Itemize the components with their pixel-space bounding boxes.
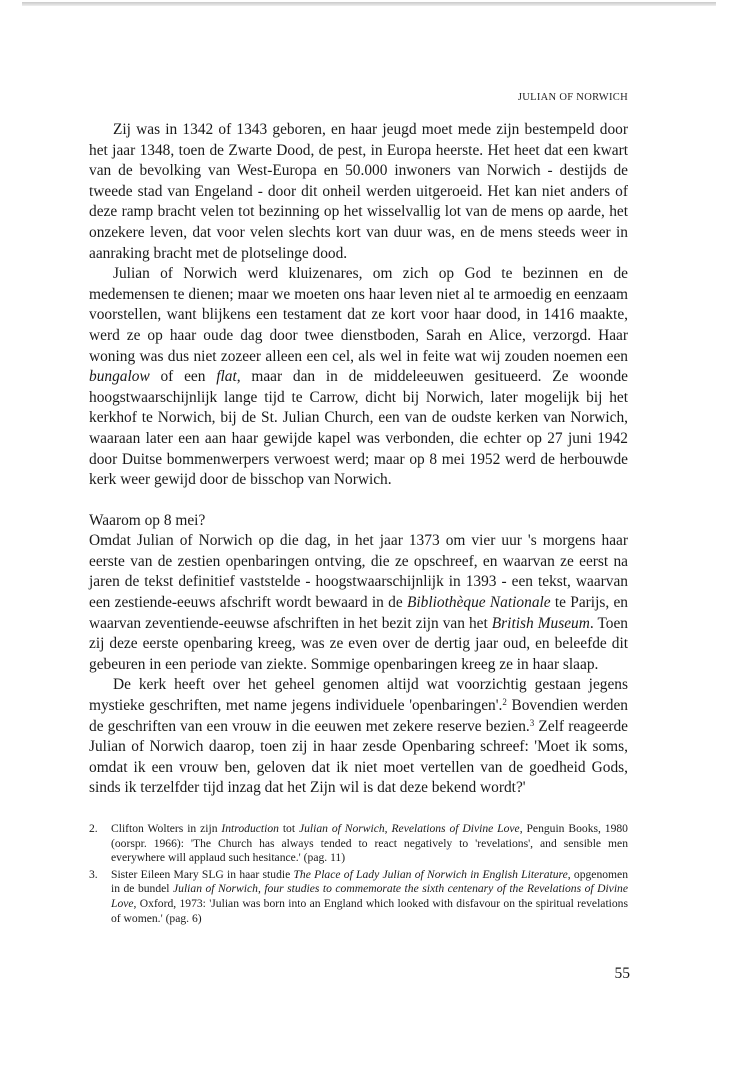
footnote-3: [89, 868, 628, 926]
footnote-number: 3.: [89, 867, 98, 881]
paragraph-first-revelation: [89, 531, 628, 675]
page-number: 55: [614, 965, 630, 982]
paragraph-anchoress: [89, 264, 628, 491]
footnotes: [89, 822, 628, 928]
italic-term: bungalow: [89, 368, 150, 386]
text-run: Sister Eileen Mary SLG in haar studie: [111, 867, 294, 881]
text-run: De kerk heeft over het geheel genomen altijd wat voorzichtig gestaan jegens mystieke geschriften, met name jegens individuele 'openbaringen'.: [89, 676, 628, 715]
paragraph-church-reserve: [89, 675, 628, 799]
text-run: , maar dan in de middeleeuwen gesitueerd. Ze woonde hoogstwaarschijnlijk lange tijd te Carrow, dicht bij Norwich, later mogelijk bij het kerkhof te Norwich, bij de St. Julian Church, een van de oudste kerken van Norwich, waaraan later een aan haar gewijde kapel was verbonden, die echter op 27 juni 1942 door Duitse bommenwerpers verwoest werd; maar op 8 mei 1952 werd de herbouwde kerk weer gewijd door de bisschop van Norwich.: [89, 368, 628, 489]
footnote-number: 2.: [89, 822, 98, 835]
footnote-2: [89, 822, 628, 866]
text-run: Bovendien werden de geschriften van een vrouw in die eeuwen met zekere reserve bezien.: [89, 697, 629, 735]
text-run: of een: [149, 368, 217, 386]
footnote-ref-2[interactable]: 2: [502, 697, 507, 708]
text-run: Clifton Wolters in zijn: [111, 822, 222, 835]
text-run: tot: [278, 822, 299, 835]
text-run: Zelf reageerde Julian of Norwich daarop, toen zij in haar zesde Openbaring schreef: 'Moet ik soms, omdat ik een vrouw ben, geloven dat ik niet moet vertellen van de goedheid Gods, sinds ik terzelfder tijd inzag dat het Zijn wil is dat deze bekend wordt?': [89, 717, 628, 797]
running-head: JULIAN OF NORWICH: [517, 92, 628, 103]
footnote-ref-3[interactable]: 3: [529, 717, 535, 728]
text-run: Julian of Norwich werd kluizenares, om zich op God te bezinnen en de medemensen te dienen; maar we moeten ons haar leven niet al te armoedig en eenzaam voorstellen, want blijkens een testament dat ze kort voor haar dood, in 1416 maakte, werd ze op haar oude dag door twee dienstboden, Sarah en Alice, verzorgd. Haar woning was dus niet zozeer alleen een cel, als wel in feite wat wij zouden noemen een: [89, 265, 628, 365]
italic-term: flat: [216, 368, 237, 386]
text-run: , Oxford, 1973: 'Julian was born into an England which looked with disfavour on the spiritual revelations of women.' (pag. 6): [111, 896, 628, 925]
italic-title: The Place of Lady Julian of Norwich in English Literature: [293, 867, 568, 881]
italic-title: Introduction: [221, 822, 279, 835]
text-run: Omdat Julian of Norwich op die dag, in het jaar 1373 om vier uur 's morgens haar eerste van de zestien openbaringen ontving, die ze opschreef, en waarvan ze eerst na jaren de tekst definitief vaststelde - hoogstwaarschijnlijk in 1393 - een tekst, waarvan een zestiende-eeuws afschrift wordt bewaard in de: [89, 532, 628, 612]
text-run: . Toen zij deze eerste openbaring kreeg, was ze even over de dertig jaar oud, en beleefde dit gebeuren in een periode van ziekte. Sommige openbaringen kreeg ze in haar slaap.: [89, 614, 628, 673]
italic-title: Julian of Norwich, four studies to commemorate the sixth centenary of the Revelations of Divine Love: [111, 882, 628, 910]
text-run: , Penguin Books, 1980 (oorspr. 1966): 'The Church has always tended to react negatively to 'revelations', and sensible men everywhere will applaud such hesitance.' (pag. 11): [111, 822, 628, 865]
italic-title: Bibliothèque Nationale: [406, 594, 551, 612]
text-run: , opgenomen in de bundel: [111, 867, 628, 896]
scan-top-edge: [22, 2, 716, 6]
italic-title: Julian of Norwich, Revelations of Divine Love: [298, 822, 520, 835]
paragraph-birth-and-plague: Zij was in 1342 of 1343 geboren, en haar jeugd moet mede zijn bestempeld door het jaar 1348, toen de Zwarte Dood, de pest, in Europa heerste. Het heet dat een kwart van de bevolking van West-Europa en 50.000 inwoners van Norwich - destijds de tweede stad van Engeland - door dit onheil werden uitgeroeid. Het kan niet anders of deze ramp bracht velen tot bezinning op het wisselvallig lot van de mens op aarde, het onzekere leven, dat voor velen slechts kort van duur was, en de mens steeds weer in aanraking bracht met de plotselinge dood.: [89, 121, 628, 262]
text-run: te Parijs, en waarvan zeventiende-eeuwse afschriften in het bezit zijn van het: [89, 594, 629, 632]
question-line: Waarom op 8 mei?: [89, 511, 206, 529]
body-text: [89, 120, 628, 799]
italic-title: British Museum: [491, 614, 590, 632]
